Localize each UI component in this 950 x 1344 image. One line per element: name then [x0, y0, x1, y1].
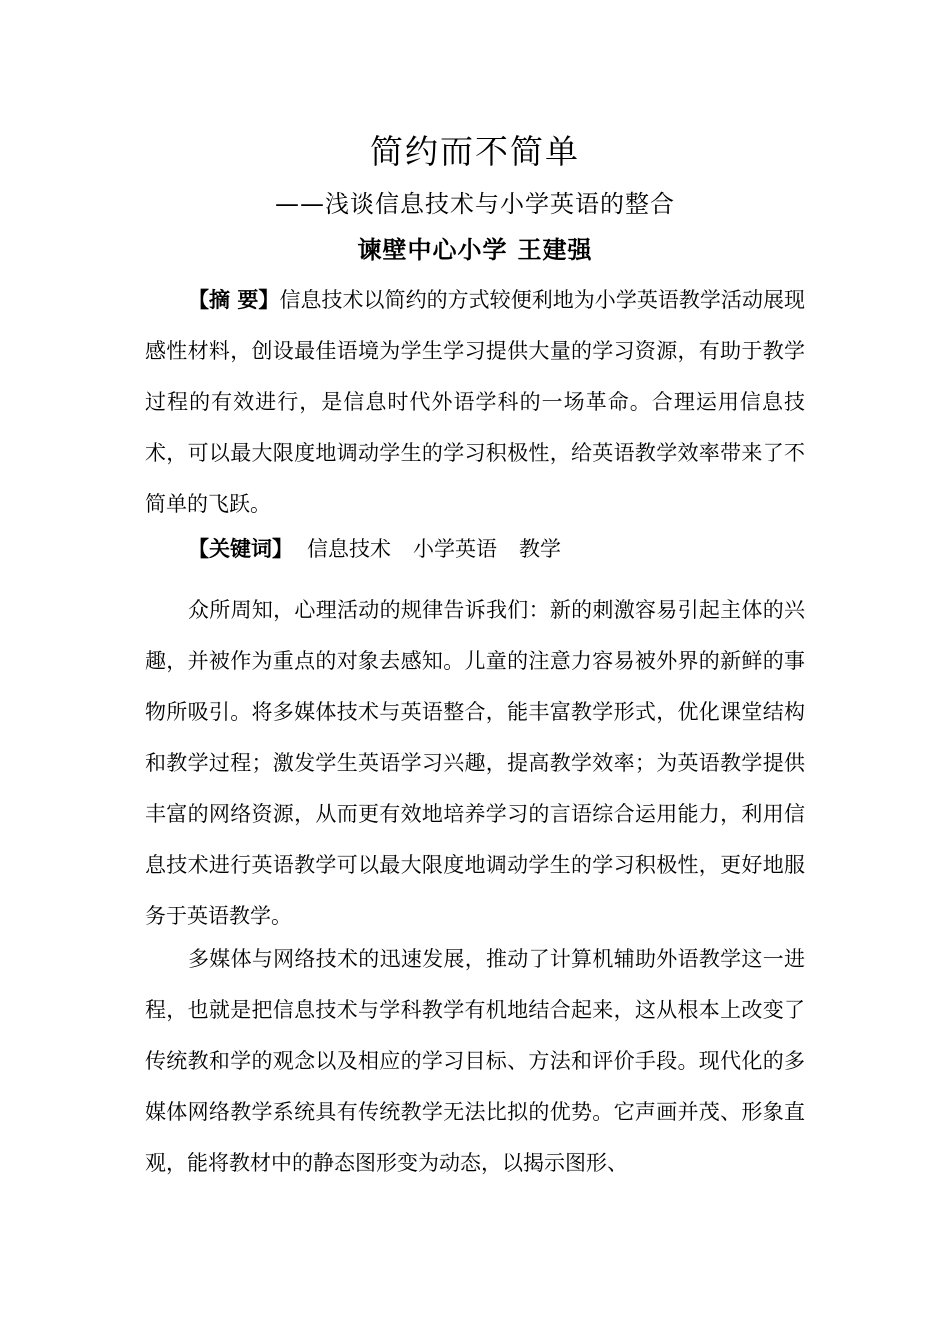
keywords-line — [188, 524, 583, 575]
abstract-paragraph — [145, 275, 805, 530]
keyword-item: 信息技术 — [307, 537, 391, 561]
body-paragraph: 多媒体与网络技术的迅速发展，推动了计算机辅助外语教学这一进程，也就是把信息技术与学科教学有机地结合起来，这从根本上改变了传统教和学的观念以及相应的学习目标、方法和评价手段。现代化的多媒体网络教学系统具有传统教学无法比拟的优势。它声画并茂、形象直观，能将教材中的静态图形变为动态，以揭示图形、 — [145, 947, 805, 1175]
abstract-text: 信息技术以简约的方式较便利地为小学英语教学活动展现感性材料，创设最佳语境为学生学习提供大量的学习资源，有助于教学过程的有效进行，是信息时代外语学科的一场革命。合理运用信息技术，可以最大限度地调动学生的学习积极性，给英语教学效率带来了不简单的飞跃。 — [145, 288, 806, 516]
author-school: 谏壁中心小学 — [357, 236, 508, 264]
abstract-label: 【摘 要】 — [188, 288, 280, 312]
keyword-item: 教学 — [519, 537, 561, 561]
keywords-label: 【关键词】 — [188, 537, 293, 561]
document-title: 简约而不简单 — [370, 132, 580, 171]
author-name: 王建强 — [517, 236, 593, 264]
keyword-item: 小学英语 — [413, 537, 497, 561]
author-line — [0, 230, 950, 270]
body-paragraph: 众所周知，心理活动的规律告诉我们：新的刺激容易引起主体的兴趣，并被作为重点的对象去感知。儿童的注意力容易被外界的新鲜的事物所吸引。将多媒体技术与英语整合，能丰富教学形式，优化课堂结构和教学过程；激发学生英语学习兴趣，提高教学效率；为英语教学提供丰富的网络资源，从而更有效地培养学习的言语综合运用能力，利用信息技术进行英语教学可以最大限度地调动学生的学习积极性，更好地服务于英语教学。 — [145, 598, 805, 928]
document-subtitle: ——浅谈信息技术与小学英语的整合 — [275, 190, 675, 218]
